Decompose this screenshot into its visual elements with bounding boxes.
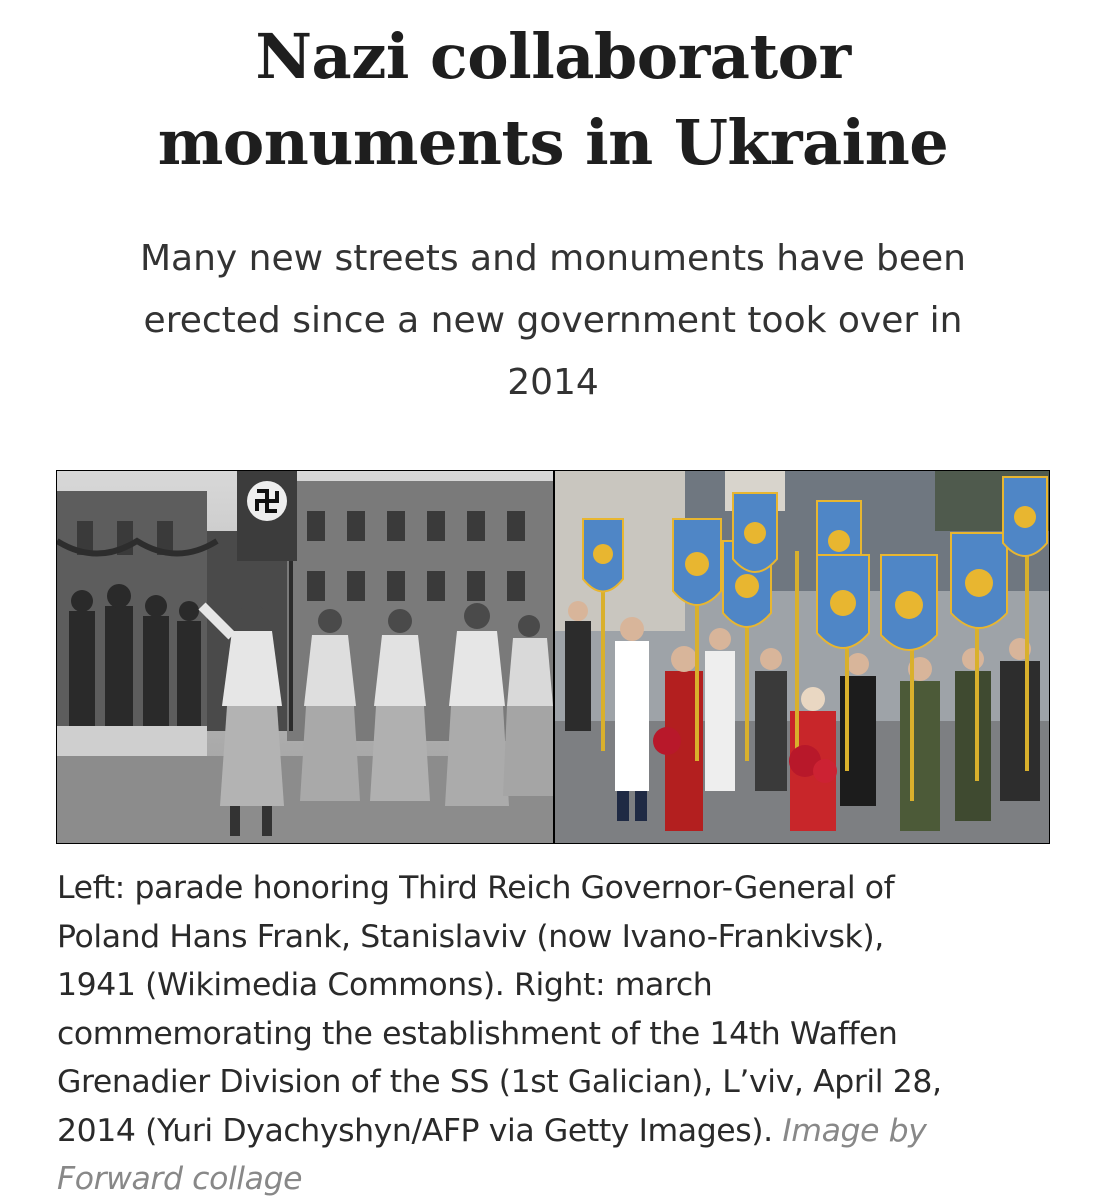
headline-line-2: monuments in Ukraine xyxy=(157,106,949,179)
subheadline-line-2: erected since a new government took over in xyxy=(143,300,963,341)
march-photo xyxy=(555,471,1049,843)
caption-line-2: Poland Hans Frank, Stanislaviv (now Ivano-Frankivsk), xyxy=(57,918,884,955)
historic-parade-illustration xyxy=(57,471,553,843)
march-illustration xyxy=(555,471,1049,843)
photo-caption xyxy=(57,864,1047,1204)
photo-collage xyxy=(56,470,1050,844)
image-credit-part-1: Image by xyxy=(782,1112,927,1149)
article-headline xyxy=(60,14,1046,186)
headline-line-1: Nazi collaborator xyxy=(255,20,851,93)
caption-line-3: 1941 (Wikimedia Commons). Right: march xyxy=(57,967,713,1003)
caption-line-1: Left: parade honoring Third Reich Governor-General of xyxy=(57,870,895,906)
historic-parade-photo xyxy=(57,471,553,843)
image-credit-part-2: Forward collage xyxy=(57,1161,303,1197)
article-subheadline xyxy=(70,228,1036,414)
subheadline-line-1: Many new streets and monuments have been xyxy=(139,238,966,279)
caption-line-6: 2014 (Yuri Dyachyshyn/AFP via Getty Images). xyxy=(57,1112,783,1149)
subheadline-line-3: 2014 xyxy=(507,362,599,403)
caption-line-5: Grenadier Division of the SS (1st Galician), L’viv, April 28, xyxy=(57,1064,942,1100)
caption-line-4: commemorating the establishment of the 14th Waffen xyxy=(57,1015,898,1052)
